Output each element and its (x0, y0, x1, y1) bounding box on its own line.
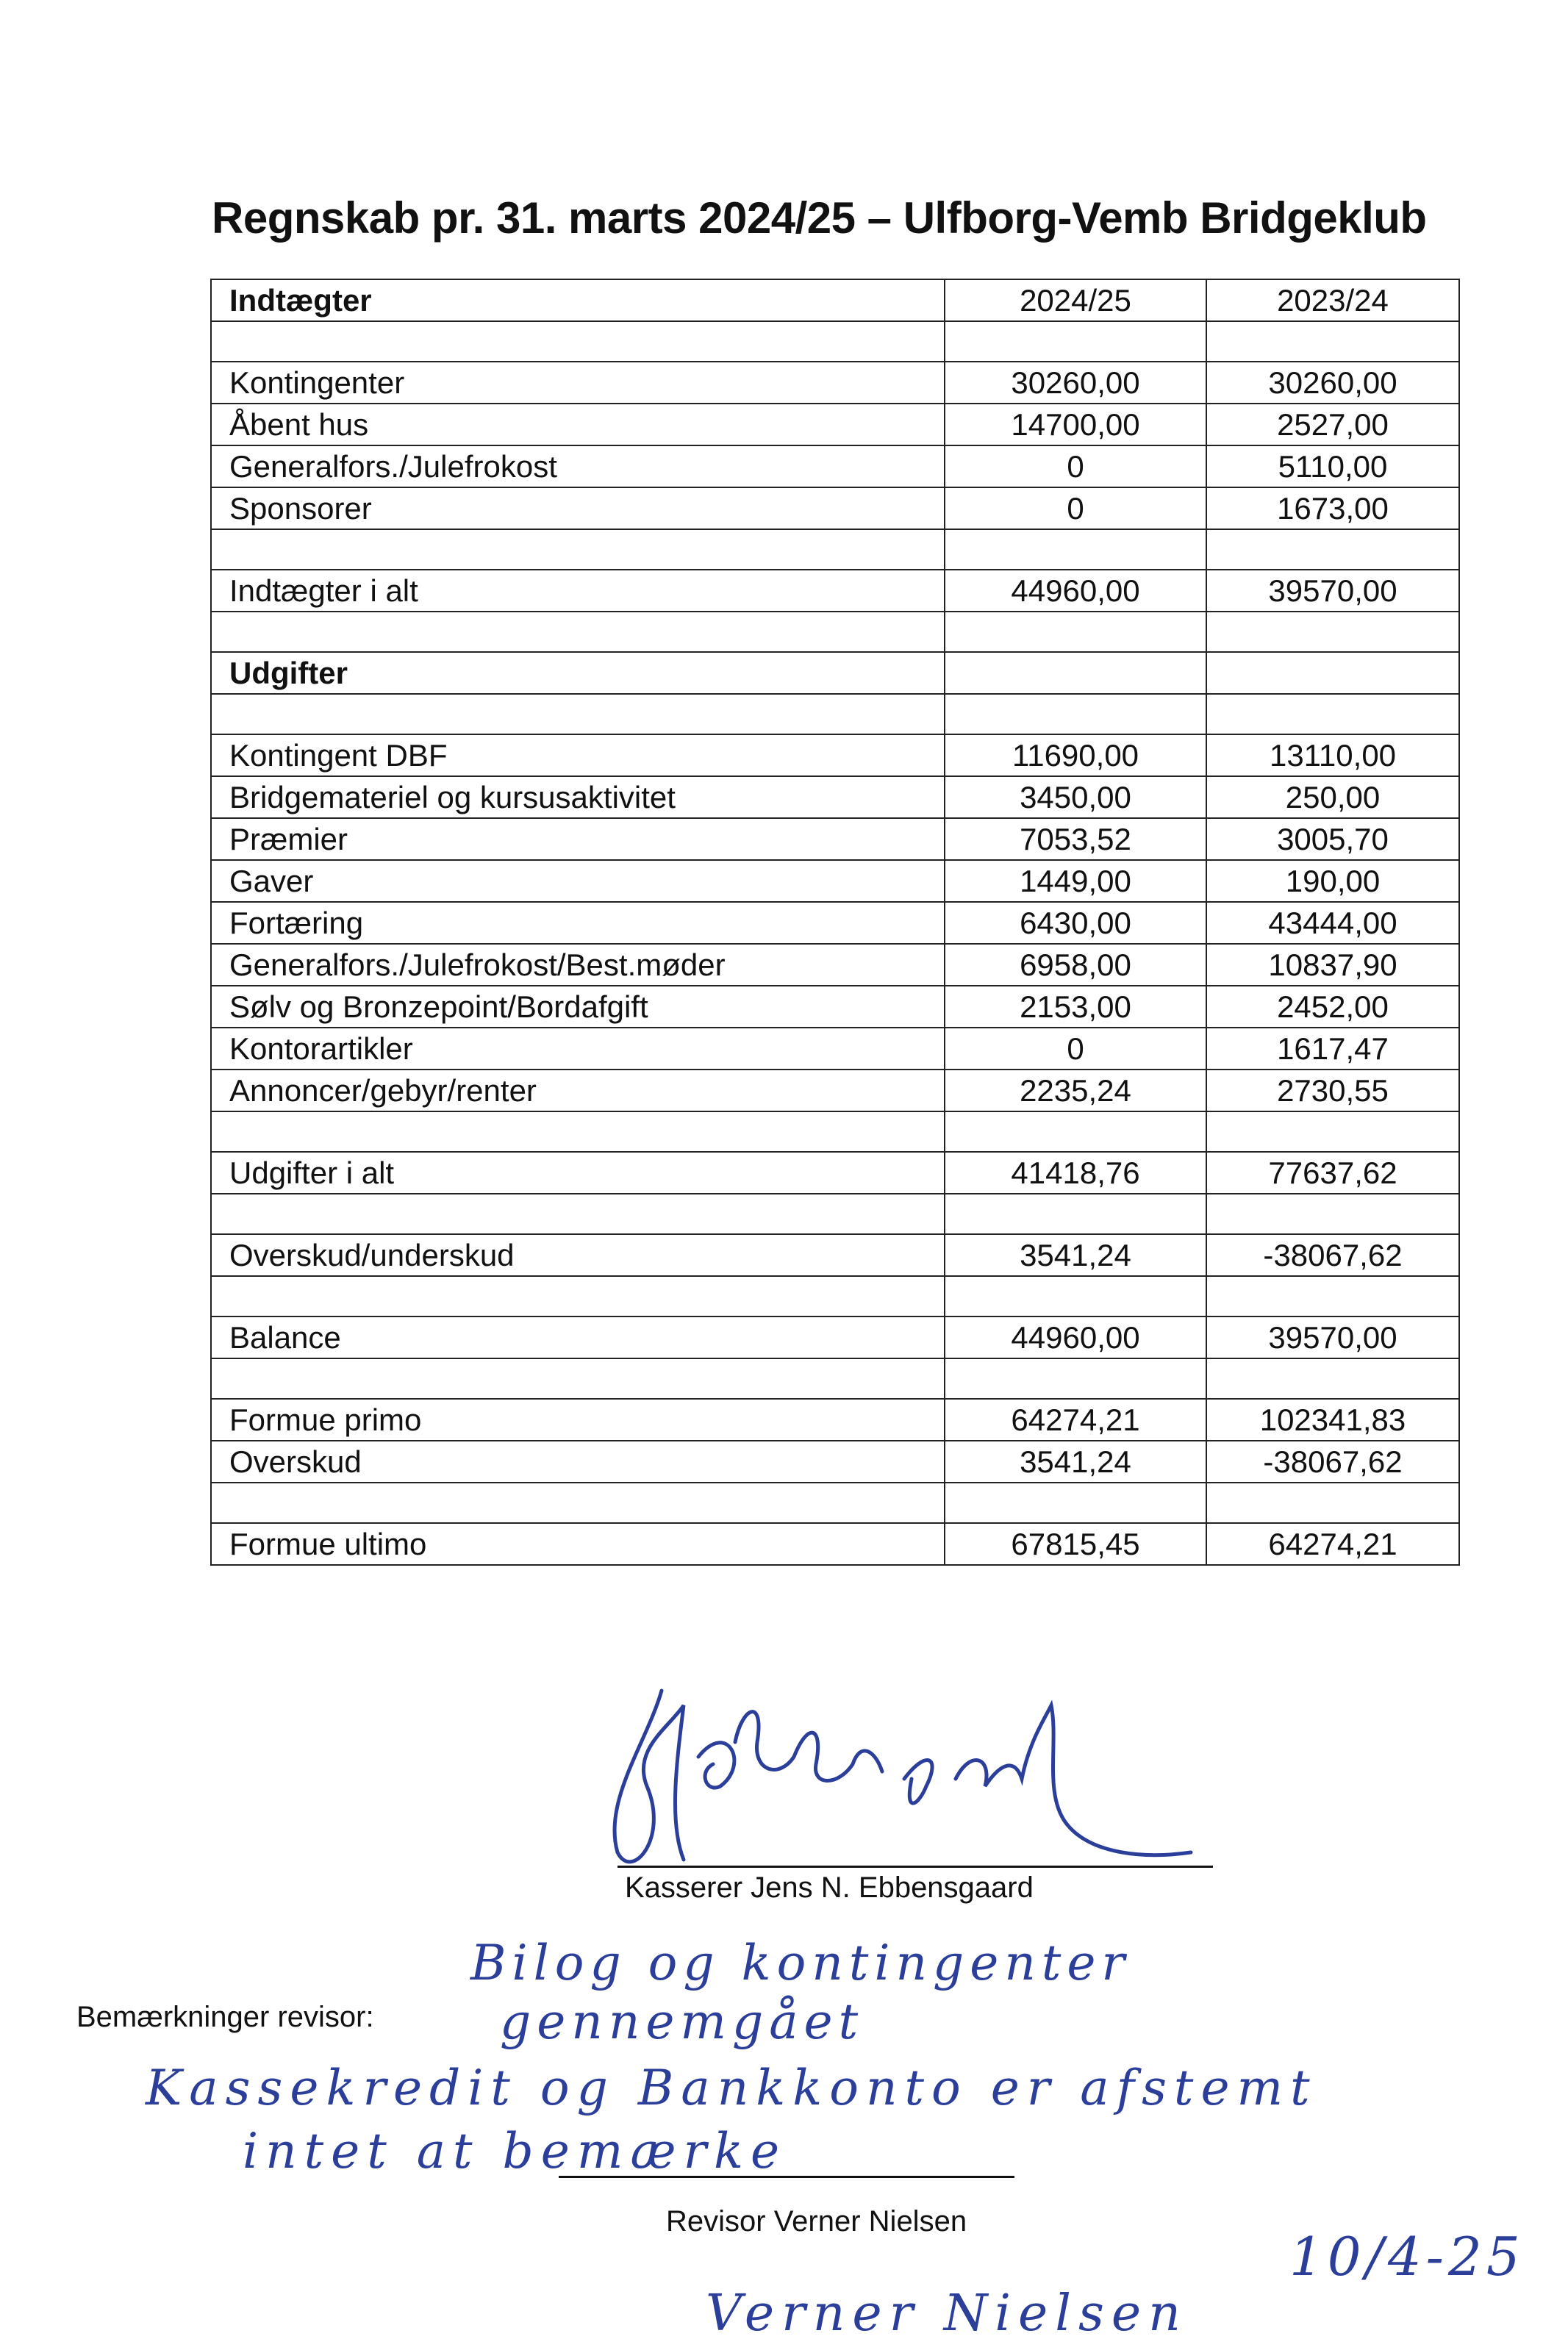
value-2023-24 (1206, 1358, 1459, 1399)
table-row-blank (211, 529, 1459, 570)
value-2023-24 (1206, 1194, 1459, 1234)
remarks-label: Bemærkninger revisor: (76, 2001, 374, 2033)
value-2024-25: 41418,76 (945, 1152, 1206, 1194)
row-label (211, 1358, 945, 1399)
cashier-signature-line (617, 1866, 1213, 1868)
table-row (211, 860, 1459, 902)
revisor-label: Revisor Verner Nielsen (666, 2205, 967, 2238)
row-label: Indtægter (211, 279, 945, 321)
value-2024-25: 3541,24 (945, 1234, 1206, 1276)
table-row-blank (211, 1194, 1459, 1234)
row-label: Balance (211, 1316, 945, 1358)
value-2023-24: 2023/24 (1206, 279, 1459, 321)
remarks-handwriting-line-2: gennemgået (500, 1993, 864, 2050)
row-label: Formue ultimo (211, 1523, 945, 1565)
value-2024-25: 2024/25 (945, 279, 1206, 321)
value-2024-25: 0 (945, 487, 1206, 529)
table-row (211, 944, 1459, 986)
value-2023-24 (1206, 652, 1459, 694)
value-2023-24 (1206, 1111, 1459, 1152)
value-2023-24 (1206, 321, 1459, 362)
value-2023-24: 190,00 (1206, 860, 1459, 902)
table-row-blank (211, 1111, 1459, 1152)
value-2024-25 (945, 1358, 1206, 1399)
table-row (211, 734, 1459, 776)
row-label: Bridgemateriel og kursusaktivitet (211, 776, 945, 818)
table-row (211, 776, 1459, 818)
table-row-blank (211, 321, 1459, 362)
table-row (211, 570, 1459, 612)
remarks-handwriting-line-4: intet at bemærke (243, 2123, 787, 2179)
value-2024-25: 44960,00 (945, 1316, 1206, 1358)
value-2023-24: 30260,00 (1206, 362, 1459, 404)
cashier-signature-tail (956, 1705, 1191, 1855)
row-label (211, 1111, 945, 1152)
value-2024-25: 2235,24 (945, 1070, 1206, 1111)
revisor-signature-line (559, 2176, 1014, 2178)
accounts-table (210, 279, 1460, 1566)
row-label: Fortæring (211, 902, 945, 944)
table-row (211, 1441, 1459, 1483)
value-2023-24: -38067,62 (1206, 1441, 1459, 1483)
document-title: Regnskab pr. 31. marts 2024/25 – Ulfborg-Vemb Bridgeklub (212, 193, 1427, 243)
value-2023-24 (1206, 612, 1459, 652)
value-2023-24: 43444,00 (1206, 902, 1459, 944)
value-2023-24 (1206, 529, 1459, 570)
row-label: Sølv og Bronzepoint/Bordafgift (211, 986, 945, 1028)
table-row (211, 1028, 1459, 1070)
value-2023-24: 5110,00 (1206, 445, 1459, 487)
row-label: Indtægter i alt (211, 570, 945, 612)
row-label: Generalfors./Julefrokost/Best.møder (211, 944, 945, 986)
cashier-signature-stroke (615, 1691, 932, 1862)
row-label: Sponsorer (211, 487, 945, 529)
table-row-blank (211, 1358, 1459, 1399)
value-2024-25 (945, 1194, 1206, 1234)
table-row (211, 404, 1459, 445)
value-2024-25: 0 (945, 1028, 1206, 1070)
value-2023-24 (1206, 694, 1459, 734)
row-label (211, 1276, 945, 1316)
row-label: Kontingent DBF (211, 734, 945, 776)
value-2024-25 (945, 321, 1206, 362)
table-row-blank (211, 1483, 1459, 1523)
value-2024-25 (945, 694, 1206, 734)
value-2024-25: 6958,00 (945, 944, 1206, 986)
table-row (211, 818, 1459, 860)
value-2024-25: 7053,52 (945, 818, 1206, 860)
table-row (211, 1523, 1459, 1565)
value-2024-25 (945, 1276, 1206, 1316)
row-label: Kontorartikler (211, 1028, 945, 1070)
value-2023-24: 102341,83 (1206, 1399, 1459, 1441)
value-2024-25: 14700,00 (945, 404, 1206, 445)
row-label (211, 529, 945, 570)
table-row (211, 1399, 1459, 1441)
row-label: Kontingenter (211, 362, 945, 404)
row-label: Annoncer/gebyr/renter (211, 1070, 945, 1111)
row-label (211, 612, 945, 652)
row-label: Udgifter i alt (211, 1152, 945, 1194)
row-label (211, 1194, 945, 1234)
value-2023-24: 1673,00 (1206, 487, 1459, 529)
value-2024-25 (945, 652, 1206, 694)
value-2024-25: 1449,00 (945, 860, 1206, 902)
value-2024-25 (945, 529, 1206, 570)
row-label: Overskud (211, 1441, 945, 1483)
value-2023-24: 3005,70 (1206, 818, 1459, 860)
table-row (211, 1316, 1459, 1358)
value-2023-24: 39570,00 (1206, 1316, 1459, 1358)
value-2023-24: 10837,90 (1206, 944, 1459, 986)
value-2023-24: 77637,62 (1206, 1152, 1459, 1194)
revisor-signature: Verner Nielsen (706, 2285, 1188, 2343)
value-2023-24 (1206, 1483, 1459, 1523)
table-row (211, 902, 1459, 944)
value-2024-25: 30260,00 (945, 362, 1206, 404)
table-row (211, 487, 1459, 529)
accounts-table-body (211, 279, 1459, 1565)
value-2023-24: 64274,21 (1206, 1523, 1459, 1565)
value-2024-25: 44960,00 (945, 570, 1206, 612)
row-label (211, 1483, 945, 1523)
table-row (211, 652, 1459, 694)
row-label: Generalfors./Julefrokost (211, 445, 945, 487)
cashier-signature (559, 1676, 1220, 1896)
value-2024-25: 11690,00 (945, 734, 1206, 776)
row-label: Åbent hus (211, 404, 945, 445)
table-row (211, 445, 1459, 487)
value-2024-25: 2153,00 (945, 986, 1206, 1028)
table-row (211, 279, 1459, 321)
value-2023-24: 2730,55 (1206, 1070, 1459, 1111)
table-row-blank (211, 612, 1459, 652)
value-2024-25: 0 (945, 445, 1206, 487)
value-2024-25: 67815,45 (945, 1523, 1206, 1565)
table-row (211, 1152, 1459, 1194)
row-label (211, 321, 945, 362)
value-2023-24: 250,00 (1206, 776, 1459, 818)
table-row-blank (211, 1276, 1459, 1316)
table-row (211, 986, 1459, 1028)
row-label: Formue primo (211, 1399, 945, 1441)
row-label: Udgifter (211, 652, 945, 694)
row-label: Gaver (211, 860, 945, 902)
value-2024-25: 3450,00 (945, 776, 1206, 818)
signature-date: 10/4-25 (1289, 2226, 1525, 2288)
value-2024-25 (945, 612, 1206, 652)
remarks-handwriting-line-1: Bilog og kontingenter (470, 1935, 1131, 1991)
value-2024-25 (945, 1111, 1206, 1152)
cashier-label: Kasserer Jens N. Ebbensgaard (625, 1871, 1034, 1904)
table-row-blank (211, 694, 1459, 734)
table-row (211, 1234, 1459, 1276)
table-row (211, 1070, 1459, 1111)
value-2023-24: 2452,00 (1206, 986, 1459, 1028)
value-2024-25: 64274,21 (945, 1399, 1206, 1441)
value-2023-24: 1617,47 (1206, 1028, 1459, 1070)
row-label: Præmier (211, 818, 945, 860)
value-2023-24 (1206, 1276, 1459, 1316)
row-label (211, 694, 945, 734)
value-2023-24: 39570,00 (1206, 570, 1459, 612)
cashier-signature-text: Ebbensgaard (779, 1812, 784, 1813)
value-2023-24: 2527,00 (1206, 404, 1459, 445)
row-label: Overskud/underskud (211, 1234, 945, 1276)
value-2024-25: 6430,00 (945, 902, 1206, 944)
value-2023-24: -38067,62 (1206, 1234, 1459, 1276)
value-2023-24: 13110,00 (1206, 734, 1459, 776)
value-2024-25: 3541,24 (945, 1441, 1206, 1483)
remarks-handwriting-line-3: Kassekredit og Bankkonto er afstemt (146, 2060, 1317, 2116)
table-row (211, 362, 1459, 404)
value-2024-25 (945, 1483, 1206, 1523)
